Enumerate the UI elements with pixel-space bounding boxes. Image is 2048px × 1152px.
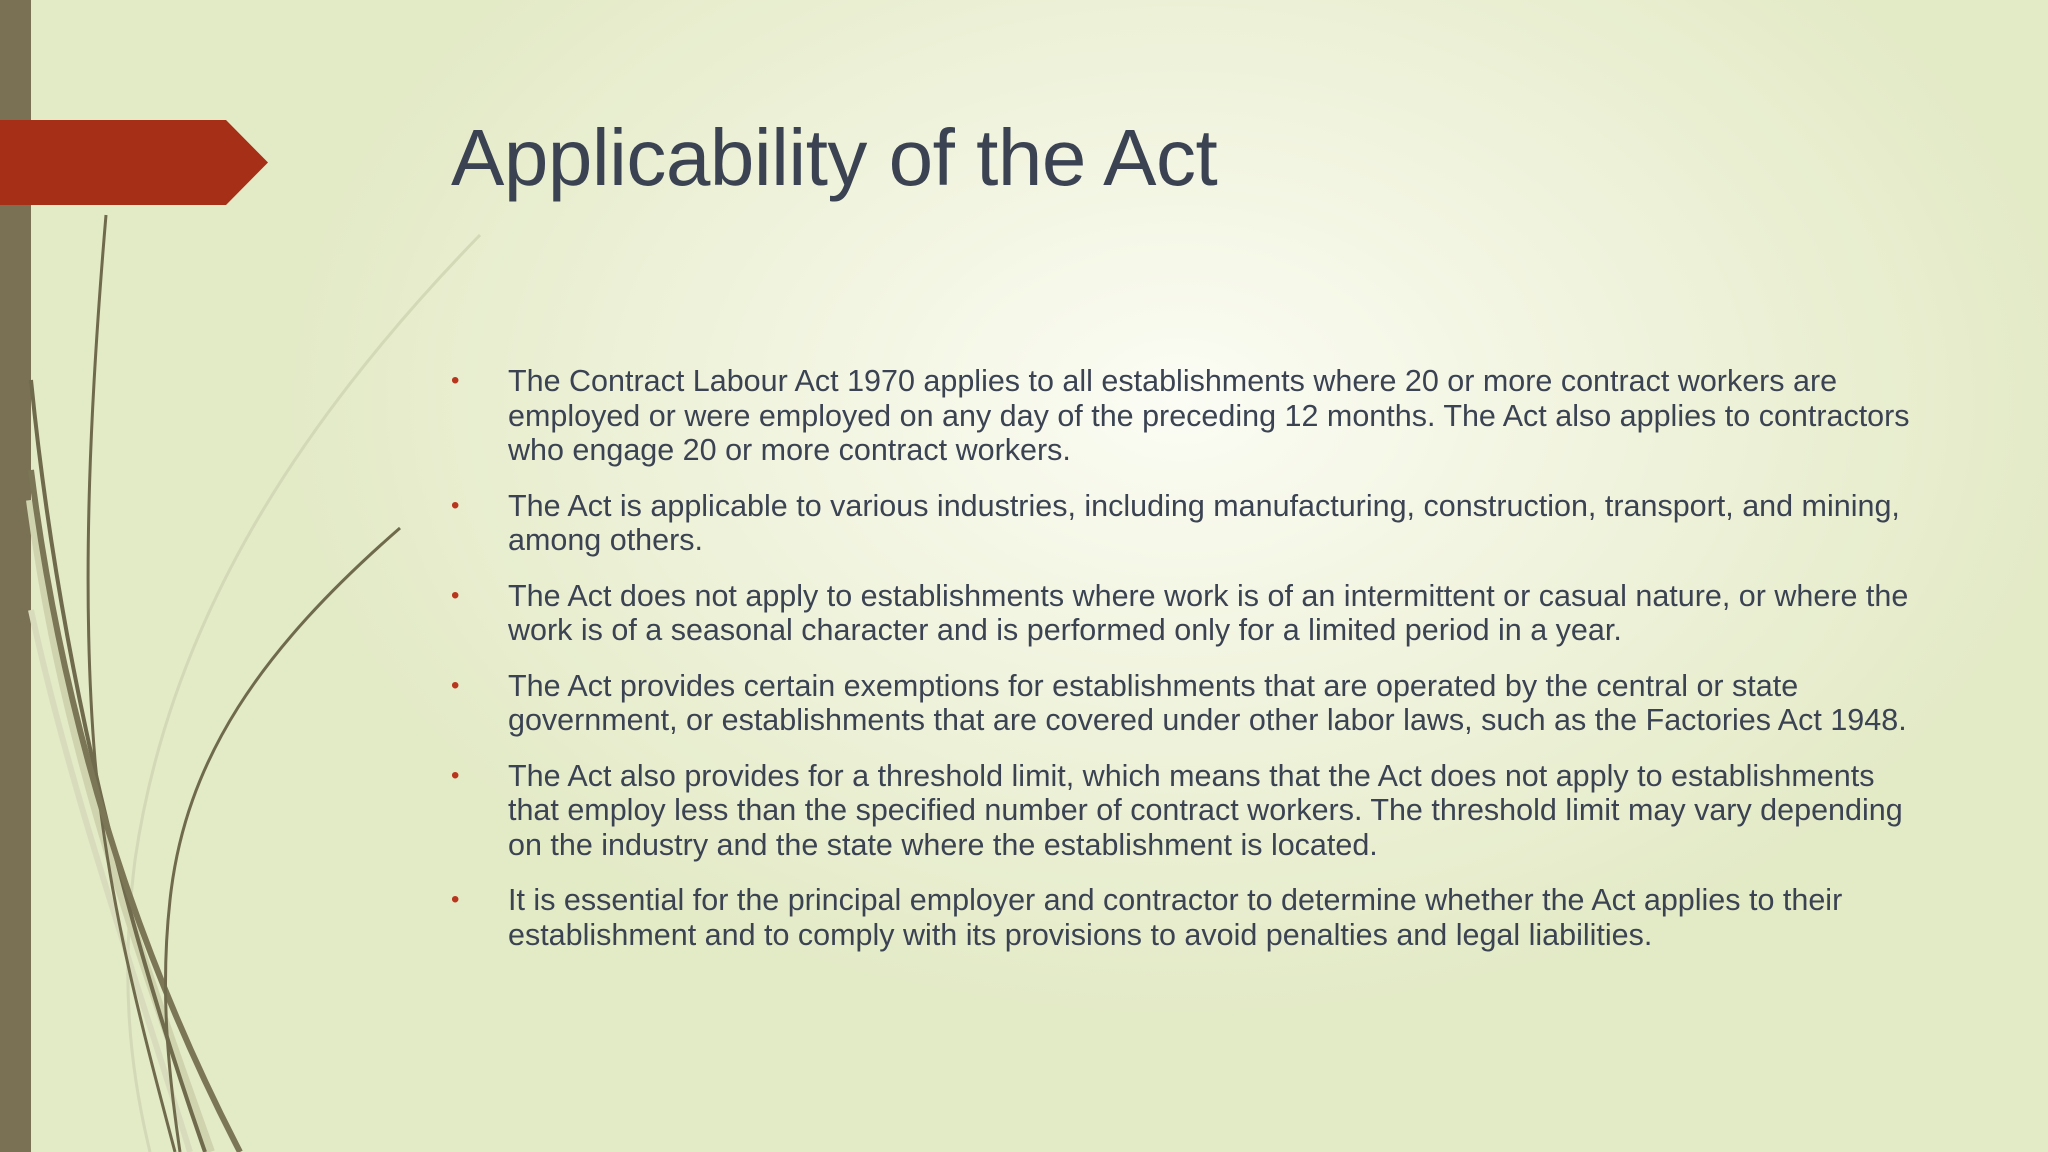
list-item: [451, 364, 1921, 468]
bullet-icon: •: [451, 761, 460, 789]
slide-title: Applicability of the Act: [451, 113, 1218, 202]
bullet-icon: •: [451, 491, 460, 519]
list-item: [451, 579, 1921, 648]
bullet-text: The Act is applicable to various industries, including manufacturing, construction, transport, and mining, among others.: [508, 488, 1900, 557]
arrow-tab-icon: [0, 120, 268, 205]
bullet-icon: •: [451, 671, 460, 699]
bullet-text: It is essential for the principal employer and contractor to determine whether the Act applies to their establishment and to comply with its provisions to avoid penalties and legal liabilities.: [508, 883, 1843, 952]
bullet-text: The Act does not apply to establishments where work is of an intermittent or casual nature, or where the work is of a seasonal character and is performed only for a limited period in a year.: [508, 578, 1909, 647]
bullet-text: The Contract Labour Act 1970 applies to all establishments where 20 or more contract workers are employed or were employed on any day of the preceding 12 months. The Act also applies to contractors who engage 20 or more contract workers.: [508, 364, 1910, 467]
bullet-icon: •: [451, 367, 460, 394]
bullet-list: [451, 364, 1921, 973]
bullet-icon: •: [451, 581, 460, 609]
list-item: [451, 669, 1921, 738]
bullet-icon: •: [451, 886, 460, 913]
bullet-text: The Act also provides for a threshold limit, which means that the Act does not apply to establishments that employ less than the specified number of contract workers. The threshold limit may vary depending on the industry and the state where the establishment is located.: [508, 758, 1903, 862]
list-item: [451, 489, 1921, 558]
list-item: [451, 759, 1921, 863]
bullet-text: The Act provides certain exemptions for establishments that are operated by the central or state government, or establishments that are covered under other labor laws, such as the Factories Act 1948.: [508, 668, 1907, 737]
list-item: [451, 883, 1921, 952]
